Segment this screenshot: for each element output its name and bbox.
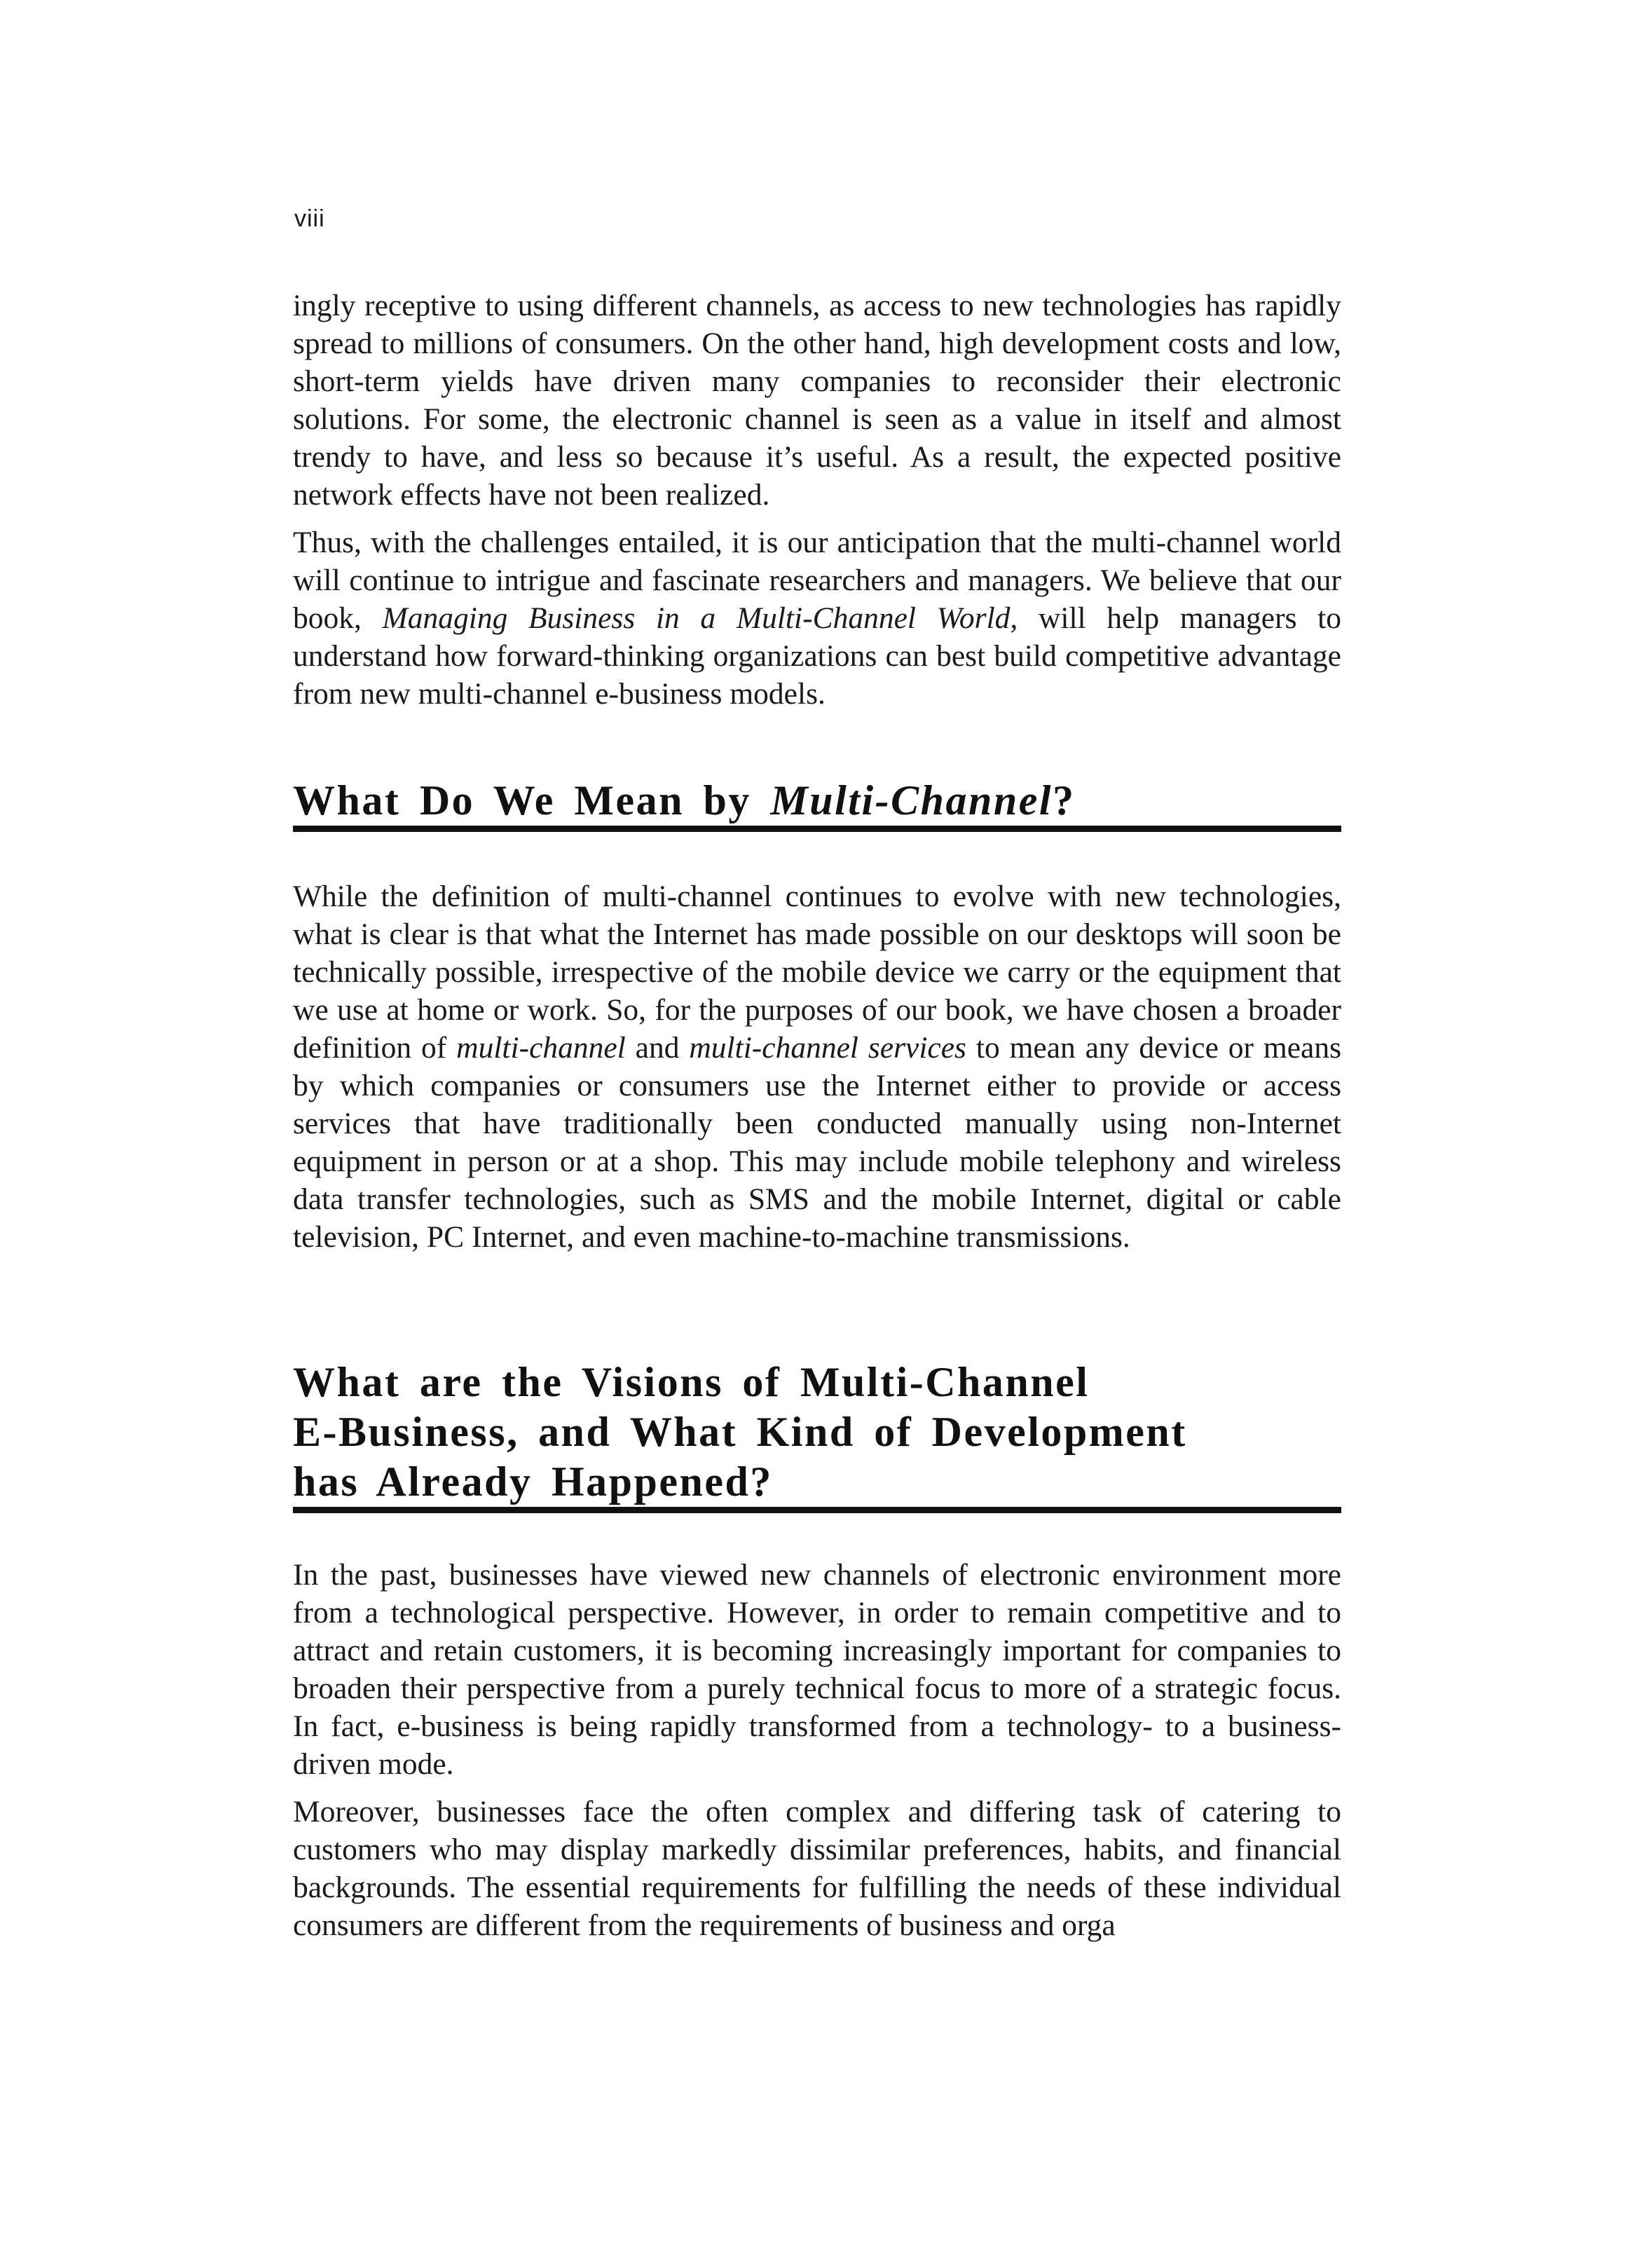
book-title: Managing Business in a Multi-Channel World, — [382, 601, 1018, 635]
section-heading-suffix: ? — [1053, 777, 1076, 824]
section-2-text — [293, 1556, 1341, 1944]
section-2-heading-line-1: What are the Visions of Multi-Channel — [293, 1359, 1090, 1405]
section-2-heading-line-3: has Already Happened? — [293, 1459, 773, 1505]
section-heading-multi-channel — [293, 776, 1341, 832]
term-multi-channel-services: multi-channel services — [689, 1031, 966, 1065]
page-number: viii — [294, 205, 325, 232]
intro-text — [293, 287, 1341, 713]
term-multi-channel: multi-channel — [456, 1031, 626, 1065]
section-1-text-part-2: and — [625, 1031, 690, 1065]
section-2-paragraph-1: In the past, businesses have viewed new channels of electronic environment more from a technological perspective. However, in order to remain competitive and to attract and retain customers, it is becoming increasingly important for companies to broaden their perspective from a purely technical focus to more of a strategic focus. In fact, e-business is being rapidly transformed from a technology- to a business-driven mode. — [293, 1558, 1341, 1781]
intro-paragraph-2-end: will help managers to understand how forward-thinking organizations can best build competitive advantage from new multi-channel e-business models. — [293, 601, 1341, 711]
section-2-paragraph-2: Moreover, businesses face the often complex and differing task of catering to customers who may display markedly dissimilar preferences, habits, and financial backgrounds. The essential requirements for fulfilling the needs of these individual consumers are different from the requirements of business and orga — [293, 1795, 1341, 1942]
section-heading-visions — [293, 1358, 1341, 1513]
intro-paragraph-1: ingly receptive to using different channels, as access to new technologies has rapidly spread to millions of consumers. On the other hand, high development costs and low, short-term yields have driven many companies to reconsider their electronic solutions. For some, the electronic channel is seen as a value in itself and almost trendy to have, and less so because it’s useful. As a result, the expected positive network effects have not been realized. — [293, 289, 1341, 512]
intro-paragraph-2 — [293, 524, 1341, 713]
intro-paragraph-2-start: Thus, with the challenges entailed, it is our anticipation that the multi-channel world will continue to intrigue and fascinate researchers and managers. We believe that our book, — [293, 526, 1341, 635]
section-1-paragraph-1 — [293, 877, 1341, 1256]
section-heading-prefix: What Do We Mean by — [293, 777, 771, 824]
section-1-text-part-3: to mean any device or means by which companies or consumers use the Internet either to provide or access services that have traditionally been conducted manually using non-Internet equipment in person or at a shop. This may include mobile telephony and wireless data transfer technologies, such as SMS and the mobile Internet, digital or cable television, PC Internet, and even machine-to-machine transmissions. — [293, 1031, 1342, 1254]
book-page — [293, 0, 1344, 2268]
section-2-heading-line-2: E-Business, and What Kind of Development — [293, 1409, 1187, 1455]
section-heading-italic: Multi-Channel — [770, 777, 1053, 824]
section-1-text-part-1: While the definition of multi-channel continues to evolve with new technologies, what is clear is that what the Internet has made possible on our desktops will soon be technically possible, irrespective of the mobile device we carry or the equipment that we use at home or work. So, for the purposes of our book, we have chosen a broader definition of — [293, 880, 1341, 1065]
section-1-text — [293, 877, 1341, 1256]
